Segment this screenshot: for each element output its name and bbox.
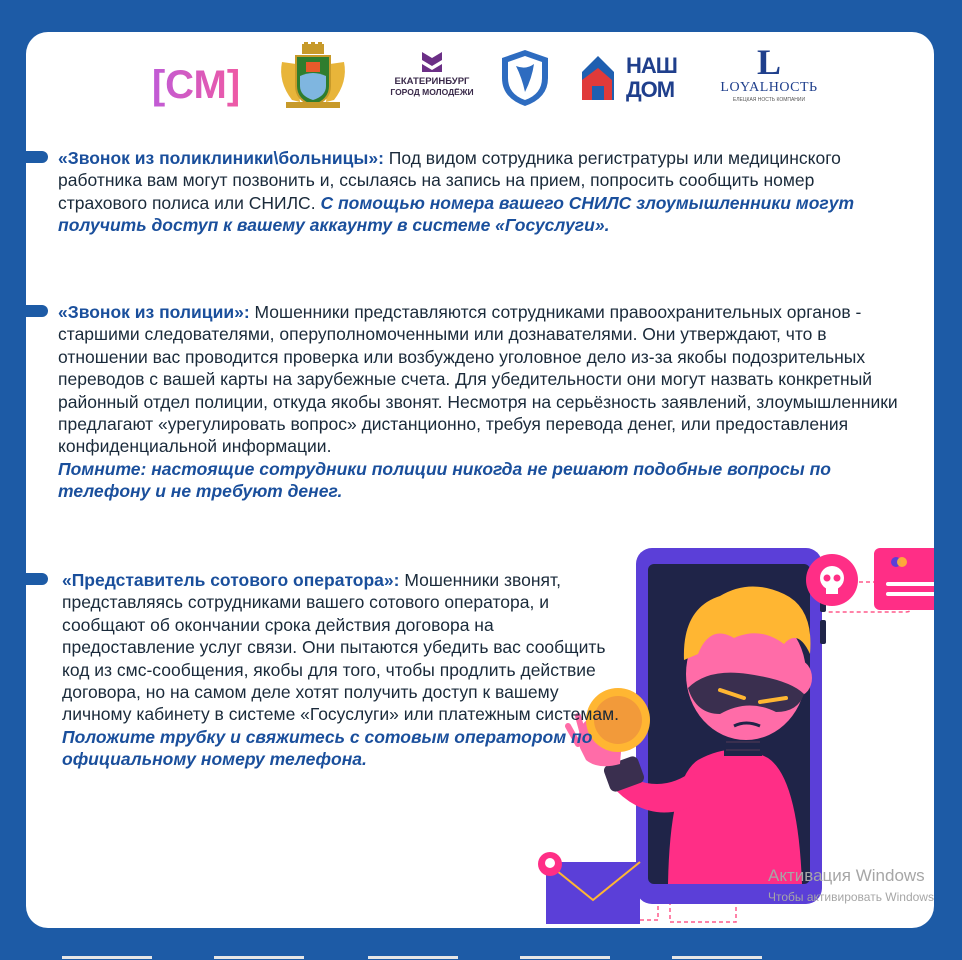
section-3-bullet (26, 573, 48, 585)
windows-activation-subtitle: Чтобы активировать Windows (768, 890, 934, 904)
sm-logo (134, 60, 258, 108)
section-2-bullet (26, 305, 48, 317)
section-operator-call (62, 569, 628, 771)
section-2-note: Помните: настоящие сотрудники полиции никогда не решают подобные вопросы по телефону и не требуют денег. (58, 458, 831, 502)
coat-of-arms-logo (278, 42, 348, 110)
section-1-body: Под видом сотрудника регистратуры или медицинского работника вам могут позвонить и, ссылаясь на запись на прием, попросить сообщить номер страхового полиса или СНИЛС. (58, 148, 841, 213)
nash-dom-logo (578, 50, 690, 106)
nash-line1: НАШ (626, 53, 677, 78)
section-2-body: Мошенники представляются сотрудниками правоохранительных органов - старшими следователями, оперуполномоченными или дознавателями. Они утверждают, что в отношении вас проводится проверка или возбуждено уголовное дело из-за якобы подозрительных переводов с вашей карты на зарубежные счета. Для убедительности они могут назвать конкретный районный отдел полиции, откуда якобы звонят. Несмотря на серьёзность заявлений, злоумышленники предлагают «урегулировать вопрос» дистанционно, требуя перевода денег, или предоставления конфиденциальной информации. (58, 302, 898, 457)
ekb-line1: ЕКАТЕРИНБУРГ (394, 76, 470, 87)
shield-emblem-logo (498, 48, 552, 108)
bottom-strip (0, 948, 962, 960)
section-2-title: «Звонок из полиции»: (58, 302, 250, 322)
section-3-body: Мошенники звонят, представляясь сотрудниками вашего сотового оператора, и сообщают об окончании срока действия договора на предоставление услуг связи. Они пытаются убедить вас сообщить код из смс-сообщения, якобы для того, чтобы продлить действие договора, но на самом деле хотят получить доступ к вашему личному кабинету в системе «Госуслуги» или платежным системам. (62, 570, 620, 725)
loyal-sub: ЕЛЕЦКАЯ НОСТЬ КОМПАНИИ (732, 97, 806, 103)
ekb-line2: ГОРОД МОЛОДЁЖИ (390, 87, 474, 97)
section-clinic-call (58, 147, 878, 237)
sm-logo-text: [СМ] (151, 63, 241, 107)
section-1-bullet (26, 151, 48, 163)
loyal-letter: L (756, 42, 781, 82)
section-3-title: «Представитель сотового оператора»: (62, 570, 400, 590)
section-3-note: Положите трубку и свяжитесь с сотовым оператором по официальному номеру телефона. (62, 726, 593, 770)
ekaterinburg-logo (382, 50, 482, 104)
windows-activation-title: Активация Windows (768, 866, 925, 885)
loyal-word: LOYALНОСТЬ (720, 80, 818, 95)
section-1-note: С помощью номера вашего СНИЛС злоумышленники могут получить доступ к вашему аккаунту в системе «Госуслуги». (58, 192, 855, 236)
section-1-title: «Звонок из поликлиники\больницы»: (58, 148, 384, 168)
nash-line2: ДОМ (626, 77, 675, 102)
section-police-call (58, 301, 914, 503)
content-card (26, 32, 934, 928)
loyalnost-logo (714, 44, 824, 110)
